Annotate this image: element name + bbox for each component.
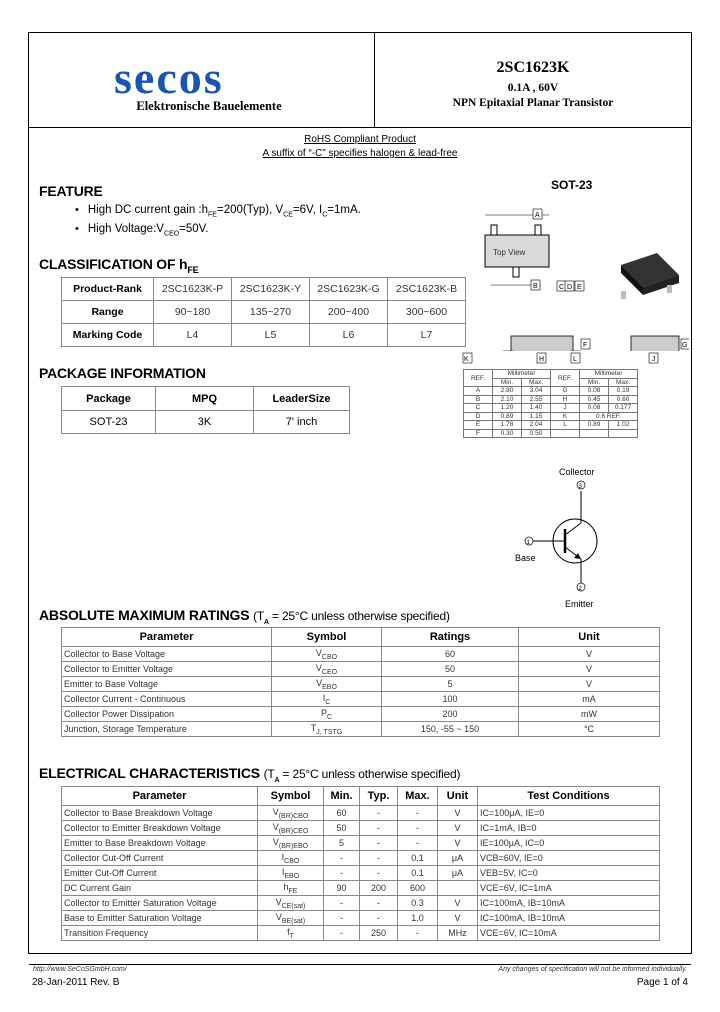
table-cell: 90 — [324, 881, 360, 896]
page-number: Page 1 of 4 — [636, 977, 688, 988]
table-cell — [580, 429, 609, 438]
table-cell: 1.78 — [493, 421, 522, 430]
table-cell: DC Current Gain — [62, 881, 258, 896]
table-row — [62, 647, 660, 662]
table-cell: Millimeter — [580, 370, 638, 379]
table-cell: Millimeter — [493, 370, 551, 379]
table-cell: L6 — [310, 324, 388, 347]
table-cell: L4 — [154, 324, 232, 347]
table-cell: 1.15 — [522, 412, 551, 421]
table-cell: $V_{CBO}$ — [272, 647, 382, 662]
table-cell: Transition Frequency — [62, 926, 258, 941]
table-cell: - — [324, 911, 360, 926]
table-cell: 2SC1623K-G — [310, 278, 388, 301]
table-cell: V — [438, 911, 478, 926]
table-cell: 150, -55 ~ 150 — [382, 722, 519, 737]
table-cell: Max. — [609, 378, 638, 387]
table-cell: 50 — [324, 821, 360, 836]
part-rating: 0.1A , 60V — [507, 82, 559, 94]
collector-label: Collector — [559, 467, 595, 477]
table-cell: H — [551, 395, 580, 404]
table-cell: Max. — [522, 378, 551, 387]
table-cell: 100 — [382, 692, 519, 707]
feature-item: • High $Voltage:V_{CEO}=50V$. — [75, 222, 361, 241]
revision-date: 28-Jan-2011 Rev. B — [32, 977, 120, 988]
rohs-notice — [29, 133, 691, 161]
table-cell: $V_{(BR)CEO}$ — [258, 821, 324, 836]
pin-top-1 — [491, 225, 497, 235]
table-row — [62, 821, 660, 836]
header-rule — [29, 127, 691, 128]
dim-letters-row — [461, 351, 689, 367]
part-number: 2SC1623K — [496, 59, 570, 76]
table-row — [62, 851, 660, 866]
table-cell: Collector Power Dissipation — [62, 707, 272, 722]
table-cell: - — [360, 896, 398, 911]
table-row — [464, 387, 638, 396]
table-row — [62, 411, 350, 434]
table-row — [62, 707, 660, 722]
dim-letter-a: A — [535, 212, 540, 219]
table-cell: $T_{J, TSTG}$ — [272, 722, 382, 737]
table-cell — [551, 429, 580, 438]
table-row — [62, 677, 660, 692]
electrical-table — [61, 786, 660, 941]
table-cell — [609, 429, 638, 438]
table-cell: Collector to Emitter Breakdown Voltage — [62, 821, 258, 836]
table-cell: 2.10 — [493, 395, 522, 404]
table-cell: - — [360, 806, 398, 821]
pin-top-3 — [513, 267, 519, 277]
electrical-title: ELECTRICAL CHARACTERISTICS ($T_A = 25^\circ C$ unless otherwise specified) — [39, 765, 461, 784]
table-cell: 0.08 — [580, 404, 609, 413]
package-side-body — [511, 336, 573, 351]
dim-letter-e: E — [577, 284, 582, 291]
table-row — [62, 787, 660, 806]
table-row — [62, 881, 660, 896]
table-row — [62, 806, 660, 821]
dimension-table — [463, 369, 638, 438]
table-cell: REF. — [551, 370, 580, 387]
table-row — [62, 896, 660, 911]
table-cell: Emitter Cut-Off Current — [62, 866, 258, 881]
pin-3d-2 — [667, 285, 672, 293]
table-cell: Symbol — [272, 628, 382, 647]
table-cell: MHz — [438, 926, 478, 941]
table-cell: Unit — [438, 787, 478, 806]
table-cell: Emitter to Base Voltage — [62, 677, 272, 692]
table-cell: - — [360, 866, 398, 881]
emitter-label: Emitter — [565, 599, 594, 609]
table-cell: 2SC1623K-P — [154, 278, 232, 301]
table-cell: L5 — [232, 324, 310, 347]
table-cell: 0.3 — [398, 896, 438, 911]
top-view-label: Top View — [493, 248, 526, 257]
table-cell: $V_{CEO}$ — [272, 662, 382, 677]
table-cell: Collector to Emitter Voltage — [62, 662, 272, 677]
classification-table — [61, 277, 466, 347]
table-cell: V — [438, 821, 478, 836]
table-cell: Parameter — [62, 628, 272, 647]
table-cell: 0.50 — [522, 429, 551, 438]
table-cell: - — [324, 896, 360, 911]
table-cell: Min. — [324, 787, 360, 806]
table-cell: F — [464, 429, 493, 438]
table-cell: $I_C$ — [272, 692, 382, 707]
table-cell: $P_C$ — [272, 707, 382, 722]
table-row — [62, 722, 660, 737]
table-cell: 1.20 — [493, 404, 522, 413]
dim-letter-k: K — [464, 356, 469, 363]
feature-list — [75, 203, 361, 242]
table-cell: $V_{(BR)CBO}$ — [258, 806, 324, 821]
table-cell: 300~600 — [388, 301, 466, 324]
table-cell: Collector to Base Voltage — [62, 647, 272, 662]
table-cell: °C — [519, 722, 660, 737]
dim-letter-b: B — [533, 283, 538, 290]
abs-max-table — [61, 627, 660, 737]
table-cell: Collector Current - Continuous — [62, 692, 272, 707]
table-cell: Parameter — [62, 787, 258, 806]
table-cell: Typ. — [360, 787, 398, 806]
table-cell: 200~400 — [310, 301, 388, 324]
dim-letter-g: G — [682, 342, 688, 349]
table-cell: Ratings — [382, 628, 519, 647]
table-cell: $I_{EBO}$ — [258, 866, 324, 881]
table-cell: 3.04 — [522, 387, 551, 396]
table-cell: 90~180 — [154, 301, 232, 324]
company-logo: secos — [114, 52, 224, 103]
table-cell: 0.6 REF. — [580, 412, 638, 421]
pin-c-number: 3 — [578, 484, 582, 490]
table-cell: 0.08 — [580, 387, 609, 396]
table-cell: 0.19 — [609, 387, 638, 396]
table-cell: 600 — [398, 881, 438, 896]
table-cell: Base to Emitter Saturation Voltage — [62, 911, 258, 926]
classification-title: CLASSIFICATION OF $h_{FE}$ — [39, 256, 199, 275]
emitter-arrow — [574, 553, 581, 559]
table-cell: $V_{(BR)EBO}$ — [258, 836, 324, 851]
table-cell: 7' inch — [254, 411, 350, 434]
table-cell: L7 — [388, 324, 466, 347]
package-drawing — [461, 173, 689, 356]
part-header — [375, 59, 691, 111]
table-cell: - — [398, 821, 438, 836]
dim-letter-l: L — [573, 356, 577, 363]
table-cell: REF. — [464, 370, 493, 387]
table-cell: 0.89 — [580, 421, 609, 430]
table-row — [464, 421, 638, 430]
npn-symbol — [503, 465, 643, 613]
table-cell: 0.177 — [609, 404, 638, 413]
table-cell: A — [464, 387, 493, 396]
table-cell: 0.60 — [609, 395, 638, 404]
table-row — [62, 836, 660, 851]
table-row — [62, 628, 660, 647]
table-cell: 5 — [324, 836, 360, 851]
table-cell: μA — [438, 866, 478, 881]
table-cell: Max. — [398, 787, 438, 806]
pin-top-2 — [535, 225, 541, 235]
footer-notice: Any changes of specification will not be informed individually. — [498, 966, 687, 973]
table-cell: K — [551, 412, 580, 421]
table-cell: IC=100mA, IB=10mA — [478, 896, 660, 911]
base-label: Base — [515, 553, 536, 563]
table-cell: - — [398, 926, 438, 941]
table-row — [62, 662, 660, 677]
table-cell: V — [438, 836, 478, 851]
table-cell: B — [464, 395, 493, 404]
table-cell: D — [464, 412, 493, 421]
dim-letter-j: J — [652, 356, 656, 363]
table-cell: Symbol — [258, 787, 324, 806]
table-row — [62, 278, 466, 301]
table-row — [464, 395, 638, 404]
table-cell: VEB=5V, IC=0 — [478, 866, 660, 881]
table-cell: V — [519, 662, 660, 677]
table-row — [62, 692, 660, 707]
table-cell: 0.89 — [493, 412, 522, 421]
feature-title: FEATURE — [39, 183, 103, 199]
table-row — [464, 429, 638, 438]
table-cell: 250 — [360, 926, 398, 941]
table-cell: L — [551, 421, 580, 430]
table-cell: IE=100μA, IC=0 — [478, 836, 660, 851]
table-cell: SOT-23 — [62, 411, 156, 434]
table-cell: E — [464, 421, 493, 430]
table-cell: 50 — [382, 662, 519, 677]
table-row — [62, 387, 350, 411]
table-cell: IC=100μA, IE=0 — [478, 806, 660, 821]
table-cell: VCB=60V, IE=0 — [478, 851, 660, 866]
table-cell: - — [360, 911, 398, 926]
package-table — [61, 386, 350, 434]
company-name: Elektronische Bauelemente — [136, 99, 282, 113]
table-cell: 200 — [360, 881, 398, 896]
table-cell: Collector Cut-Off Current — [62, 851, 258, 866]
table-cell: Range — [62, 301, 154, 324]
table-row — [62, 911, 660, 926]
table-cell: Product-Rank — [62, 278, 154, 301]
table-cell: 2.55 — [522, 395, 551, 404]
package-label: SOT-23 — [551, 178, 593, 192]
table-cell: $V_{BE(sat)}$ — [258, 911, 324, 926]
table-cell: 1.40 — [522, 404, 551, 413]
pin-3d-1 — [621, 291, 626, 299]
table-cell: - — [324, 926, 360, 941]
pin-b-number: 1 — [526, 540, 530, 546]
table-cell: - — [360, 836, 398, 851]
datasheet-frame — [28, 32, 692, 973]
table-row — [464, 370, 638, 379]
table-cell: - — [324, 866, 360, 881]
table-cell: 2.04 — [522, 421, 551, 430]
table-cell: 3K — [156, 411, 254, 434]
table-cell: Min. — [580, 378, 609, 387]
table-cell: $h_{FE}$ — [258, 881, 324, 896]
package-end-body — [631, 336, 679, 351]
table-cell: - — [324, 851, 360, 866]
rohs-line-2: A suffix of “-C” specifies halogen & lead-free — [262, 148, 458, 159]
table-row — [62, 324, 466, 347]
table-cell: mW — [519, 707, 660, 722]
table-cell: $V_{EBO}$ — [272, 677, 382, 692]
table-cell: 135~270 — [232, 301, 310, 324]
table-cell: $f_T$ — [258, 926, 324, 941]
table-cell: 2.80 — [493, 387, 522, 396]
table-cell: LeaderSize — [254, 387, 350, 411]
dim-letter-f: F — [583, 342, 588, 349]
table-cell: V — [519, 647, 660, 662]
table-cell: 2SC1623K-Y — [232, 278, 310, 301]
part-description: NPN Epitaxial Planar Transistor — [452, 97, 614, 109]
table-cell: Emitter to Base Breakdown Voltage — [62, 836, 258, 851]
table-row — [464, 412, 638, 421]
table-cell: 60 — [324, 806, 360, 821]
table-cell: 200 — [382, 707, 519, 722]
table-cell: 60 — [382, 647, 519, 662]
table-cell: V — [438, 896, 478, 911]
table-cell: - — [360, 851, 398, 866]
table-cell: Package — [62, 387, 156, 411]
table-row — [62, 866, 660, 881]
abs-max-title: ABSOLUTE MAXIMUM RATINGS ($T_A = 25^\circ C$ unless otherwise specified) — [39, 607, 450, 626]
table-cell: 0.30 — [493, 429, 522, 438]
table-row — [62, 301, 466, 324]
table-cell: VCE=6V, IC=1mA — [478, 881, 660, 896]
table-cell: Collector to Emitter Saturation Voltage — [62, 896, 258, 911]
table-cell: 0.1 — [398, 851, 438, 866]
table-cell: MPQ — [156, 387, 254, 411]
footer-url[interactable]: http://www.SeCoSGmbH.com/ — [33, 966, 127, 973]
table-cell: IC=100mA, IB=10mA — [478, 911, 660, 926]
table-cell: V — [519, 677, 660, 692]
table-cell: Marking Code — [62, 324, 154, 347]
package-title: PACKAGE INFORMATION — [39, 365, 206, 381]
table-cell: VCE=6V, IC=10mA — [478, 926, 660, 941]
table-cell: V — [438, 806, 478, 821]
table-cell: - — [360, 821, 398, 836]
table-cell: - — [398, 836, 438, 851]
transistor-schematic — [503, 465, 643, 618]
table-cell: C — [464, 404, 493, 413]
table-cell: Collector to Base Breakdown Voltage — [62, 806, 258, 821]
footer-rule — [29, 964, 691, 965]
table-cell: 1.0 — [398, 911, 438, 926]
rohs-line-1: RoHS Compliant Product — [304, 134, 416, 145]
collector-arm — [565, 523, 581, 535]
table-cell: μA — [438, 851, 478, 866]
table-cell — [438, 881, 478, 896]
table-row — [464, 404, 638, 413]
table-cell: $V_{CE(sat)}$ — [258, 896, 324, 911]
dim-letter-c: C — [559, 284, 565, 291]
pin-e-number: 2 — [578, 586, 582, 592]
table-cell: Min. — [493, 378, 522, 387]
table-cell: 0.1 — [398, 866, 438, 881]
table-cell: mA — [519, 692, 660, 707]
table-cell: Unit — [519, 628, 660, 647]
dim-letter-d: D — [567, 284, 573, 291]
sot23-drawing — [461, 173, 689, 351]
table-cell: - — [398, 806, 438, 821]
dim-letter-h: H — [539, 356, 545, 363]
table-cell: IC=1mA, IB=0 — [478, 821, 660, 836]
table-cell: Test Conditions — [478, 787, 660, 806]
feature-item: • High DC current gain $:h_{FE}=200(Typ)$, $V_{CE}=6V$, $I_C=1mA$. — [75, 203, 361, 222]
table-cell: Junction, Storage Temperature — [62, 722, 272, 737]
table-cell: 1.02 — [609, 421, 638, 430]
table-cell: 2SC1623K-B — [388, 278, 466, 301]
table-cell: G — [551, 387, 580, 396]
table-cell: $I_{CBO}$ — [258, 851, 324, 866]
table-cell: 0.45 — [580, 395, 609, 404]
table-row — [62, 926, 660, 941]
table-cell: J — [551, 404, 580, 413]
table-cell: 5 — [382, 677, 519, 692]
